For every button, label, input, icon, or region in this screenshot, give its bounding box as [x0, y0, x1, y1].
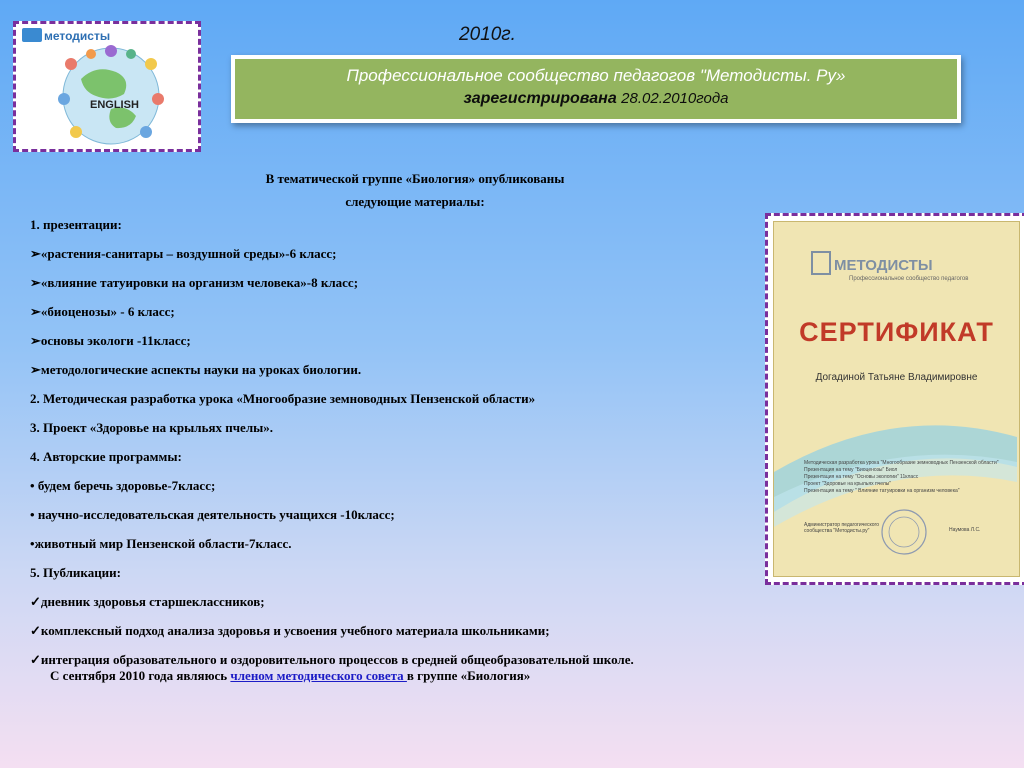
title-banner: [231, 55, 961, 123]
banner-subtitle: [235, 87, 957, 111]
intro-heading: [180, 167, 650, 213]
certificate-detail: Презентация на тему "Биоценозы" Биол: [804, 467, 898, 473]
council-membership-text: С сентября 2010 года являюсь членом методического совета в группе «Биология»: [50, 668, 531, 683]
certificate-detail: Методическая разработка урока "Многообразие земноводных Пензенской области": [804, 460, 999, 466]
certificate-signer: Наумова Л.С.: [949, 527, 981, 533]
certificate-title: СЕРТИФИКАТ: [799, 317, 994, 347]
list-item: • научно-исследовательская деятельность учащихся -10класс;: [30, 507, 395, 522]
banner-date: 28.02.2010года: [621, 90, 729, 107]
arrow-bullet-icon: ➢: [30, 275, 41, 290]
check-bullet-icon: ✓: [30, 594, 41, 609]
council-link[interactable]: членом методического совета: [230, 668, 407, 683]
certificate-detail: Презентация на тему "Основы экологии" 11класс: [804, 474, 919, 480]
certificate-logo-sub: Профессиональное сообщество педагогов: [849, 276, 969, 282]
certificate-logo: МЕТОДИСТЫ: [834, 257, 933, 274]
list-item: •животный мир Пензенской области-7класс.: [30, 536, 292, 551]
list-item: 1. презентации:: [30, 217, 122, 232]
list-item: ✓интеграция образовательного и оздоровительного процессов в средней общеобразовательной школе.: [30, 652, 634, 667]
globe-logo-icon: [16, 24, 198, 149]
list-item: ✓дневник здоровья старшеклассников;: [30, 594, 265, 609]
year-label: 2010г.: [459, 24, 516, 45]
list-item: 5. Публикации:: [30, 565, 121, 580]
list-item: ➢основы экологи -11класс;: [30, 333, 191, 348]
logo-center-text: ENGLISH: [90, 99, 139, 111]
list-item: ➢«влияние татуировки на организм человека»-8 класс;: [30, 275, 359, 290]
logo-frame: [13, 21, 201, 152]
check-bullet-icon: ✓: [30, 623, 41, 638]
certificate-frame: [765, 213, 1024, 585]
certificate-admin: Администратор педагогического сообщества "Методисты.ру": [804, 522, 880, 534]
arrow-bullet-icon: ➢: [30, 246, 41, 261]
dot-bullet-icon: •: [30, 507, 35, 522]
list-item: 4. Авторские программы:: [30, 449, 182, 464]
certificate-recipient: Догадиной Татьяне Владимировне: [815, 372, 978, 383]
list-item: 3. Проект «Здоровье на крыльях пчелы».: [30, 420, 274, 435]
list-item: ➢методологические аспекты науки на уроках биологии.: [30, 362, 362, 377]
list-item: ✓комплексный подход анализа здоровья и усвоения учебного материала школьниками;: [30, 623, 550, 638]
banner-registered-text: зарегистрирована: [463, 90, 617, 107]
list-item: • будем беречь здоровье-7класс;: [30, 478, 216, 493]
list-item: 2. Методическая разработка урока «Многообразие земноводных Пензенской области»: [30, 391, 536, 406]
intro-line-2: следующие материалы:: [345, 194, 485, 209]
intro-line-1: В тематической группе «Биология» опубликованы: [265, 171, 565, 186]
materials-list: [30, 216, 790, 680]
arrow-bullet-icon: ➢: [30, 304, 41, 319]
dot-bullet-icon: •: [30, 536, 35, 551]
certificate-image: [773, 221, 1020, 577]
list-item: ➢«биоценозы» - 6 класс;: [30, 304, 175, 319]
logo-brand-text: методисты: [44, 29, 111, 43]
check-bullet-icon: ✓: [30, 652, 41, 667]
arrow-bullet-icon: ➢: [30, 362, 41, 377]
banner-title: Профессиональное сообщество педагогов "Методисты. Ру»: [346, 66, 846, 85]
certificate-detail: Презентация на тему " Влияние татуировки на организм человека": [804, 488, 960, 494]
dot-bullet-icon: •: [30, 478, 35, 493]
arrow-bullet-icon: ➢: [30, 333, 41, 348]
certificate-detail: Проект "Здоровье на крыльях пчелы": [804, 481, 892, 487]
list-item: ➢«растения-санитары – воздушной среды»-6 класс;: [30, 246, 337, 261]
